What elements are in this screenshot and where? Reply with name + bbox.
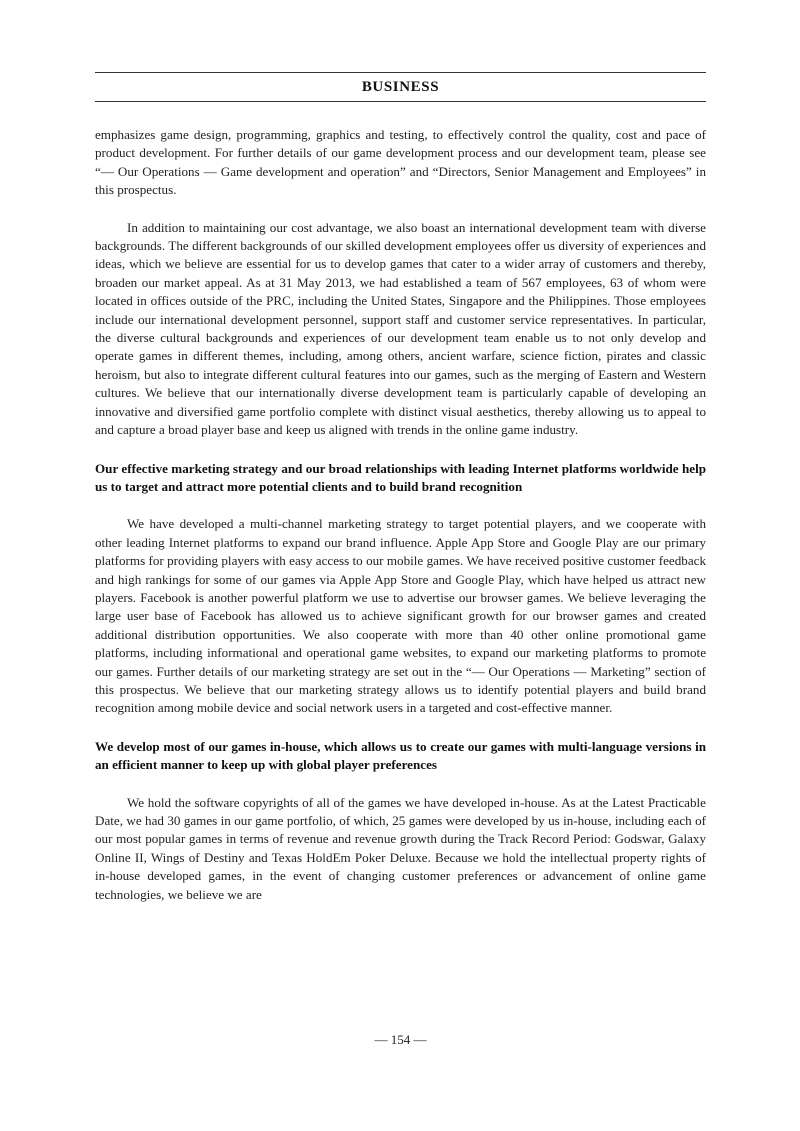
- section-header-title: BUSINESS: [361, 79, 440, 95]
- document-body: [95, 126, 706, 904]
- body-paragraph: In addition to maintaining our cost advantage, we also boast an international development team with diverse backgrounds. The different backgrounds of our skilled development employees offer us diversity of experiences and ideas, which we believe are essential for us to develop games that cater to a wider array of customers and thereby, broaden our market appeal. As at 31 May 2013, we had established a team of 567 employees, 63 of whom were located in offices outside of the PRC, including the United States, Singapore and the Philippines. Those employees include our international development personnel, support staff and customer service representatives. In particular, the diverse cultural backgrounds and experiences of our development team enable us to not only develop and operate games in different themes, including, among others, ancient warfare, science fiction, pirates and classic heroism, but also to integrate different cultural features into our games, such as the merging of Eastern and Western cultures. We believe that our internationally diverse development team is particularly capable of developing an innovative and diversified game portfolio complete with distinct visual aesthetics, thereby allowing us to appeal to and capture a broad player base and keep us aligned with trends in the online game industry.: [95, 219, 706, 438]
- header-bottom-rule: [95, 101, 706, 102]
- section-heading: Our effective marketing strategy and our broad relationships with leading Internet platforms worldwide help us to target and attract more potential clients and to build brand recognition: [95, 460, 706, 494]
- section-heading: We develop most of our games in-house, which allows us to create our games with multi-language versions in an efficient manner to keep up with global player preferences: [95, 738, 706, 773]
- body-paragraph: We hold the software copyrights of all of the games we have developed in-house. As at the Latest Practicable Date, we had 30 games in our game portfolio, of which, 25 games were developed by us in-house, including each of our most popular games in terms of revenue and revenue growth during the Track Record Period: Godswar, Galaxy Online II, Wings of Destiny and Texas HoldEm Poker Deluxe. Because we hold the intellectual property rights of in-house developed games, in the event of changing customer preferences or advancement of online game technologies, we believe we are: [95, 794, 706, 902]
- header-top-rule: [95, 72, 706, 73]
- body-paragraph: We have developed a multi-channel marketing strategy to target potential players, and we cooperate with other leading Internet platforms to expand our brand influence. Apple App Store and Google Play are our primary platforms for providing players with easy access to our mobile games. We have received positive customer feedback and high rankings for some of our games via Apple App Store and Google Play, which have helped us attract new players. Facebook is another powerful platform we use to advertise our browser games. We believe leveraging the large user base of Facebook has allowed us to achieve significant growth for our browser games and created additional distribution opportunities. We also cooperate with more than 40 other online promotional game platforms, including informational and operational game websites, to expand our marketing platforms to promote our games. Further details of our marketing strategy are set out in the “— Our Operations — Marketing” section of this prospectus. We believe that our marketing strategy allows us to identify potential players and build brand recognition among mobile device and social network users in a targeted and cost-effective manner.: [95, 516, 706, 716]
- body-paragraph: emphasizes game design, programming, graphics and testing, to effectively control the quality, cost and pace of product development. For further details of our game development process and our development team, please see “— Our Operations — Game development and operation” and “Directors, Senior Management and Employees” in this prospectus.: [95, 127, 706, 198]
- page-number: — 154 —: [374, 1032, 427, 1047]
